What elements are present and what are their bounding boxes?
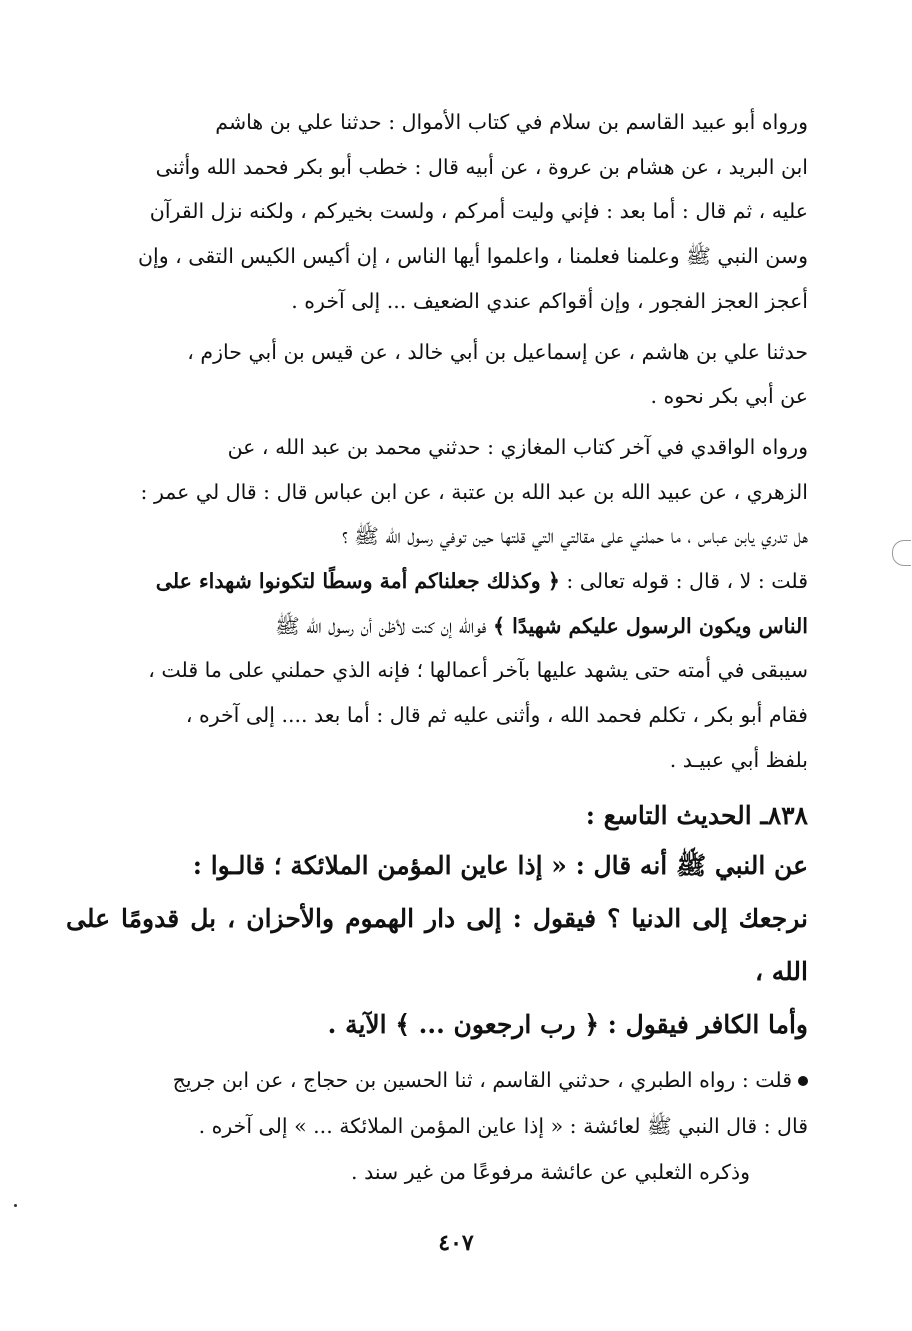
text-line: ورواه أبو عبيد القاسم بن سلام في كتاب الأموال : حدثنا علي بن هاشم — [215, 110, 808, 134]
text-line: بلفظ أبي عبيـد . — [669, 747, 808, 772]
text-line: ورواه الواقدي في آخر كتاب المغازي : حدثني محمد بن عبد الله ، عن — [227, 434, 808, 459]
text-segment: قلت : رواه الطبري ، حدثني القاسم ، ثنا الحسين بن حجاج ، عن ابن جريج — [172, 1067, 792, 1092]
scan-speck — [14, 1204, 17, 1207]
text-line: فقام أبو بكر ، تكلم فحمد الله ، وأثنى عليه ثم قال : أما بعد .... إلى آخره ، — [185, 703, 808, 728]
text-line: وذكره الثعلبي عن عائشة مرفوعًا من غير سند . — [351, 1159, 750, 1184]
paragraph-ali-bin-hashim — [66, 330, 808, 419]
text-line: حدثنا علي بن هاشم ، عن إسماعيل بن أبي خالد ، عن قيس بن أبي حازم ، — [187, 339, 808, 364]
text-line: عن النبي ﷺ أنه قال : « إذا عاين المؤمن الملائكة ؛ قالـوا : — [192, 850, 808, 880]
quran-verse: ﴿ وكذلك جعلناكم أمة وسطًا لتكونوا شهداء على — [155, 569, 560, 594]
text-line: قال : قال النبي ﷺ لعائشة : « إذا عاين المؤمن الملائكة ... » إلى آخره . — [198, 1113, 808, 1138]
text-line: نرجعك إلى الدنيا ؟ فيقول : إلى دار الهموم والأحزان ، بل قدومًا على الله ، — [66, 903, 808, 986]
text-line: الزهري ، عن عبيد الله بن عبد الله بن عتبة ، عن ابن عباس قال : قال لي عمر : — [140, 479, 808, 504]
text-line — [66, 1057, 808, 1103]
quran-verse: الناس ويكون الرسول عليكم شهيدًا ﴾ — [492, 613, 808, 638]
text-line — [66, 559, 808, 604]
hadith-text — [66, 839, 808, 1051]
bullet-icon — [798, 1076, 808, 1086]
text-line: وسن النبي ﷺ وعلمنا فعلمنا ، واعلموا أيها الناس ، إن أكيس الكيس التقى ، وإن — [138, 244, 808, 269]
text-segment: فوالله إن كنت لأظن أن رسول الله ﷺ — [275, 613, 493, 638]
page-number: ٤٠٧ — [438, 1230, 474, 1256]
text-line: عن أبي بكر نحوه . — [650, 384, 808, 409]
margin-mark-icon — [892, 540, 911, 566]
text-line — [66, 604, 808, 649]
text-line: وأما الكافر فيقول : ﴿ رب ارجعون ... ﴾ الآية . — [327, 1009, 808, 1039]
paragraph-waqidi — [66, 425, 808, 783]
text-line: ابن البريد ، عن هشام بن عروة ، عن أبيه قال : خطب أبو بكر فحمد الله وأثنى — [155, 154, 808, 179]
text-segment: قلت : لا ، قال : قوله تعالى : — [559, 569, 808, 594]
hadith-heading: ٨٣٨ـ الحديث التاسع : — [585, 800, 808, 830]
text-line: أعجز العجز الفجور ، وإن أقواكم عندي الضعيف ... إلى آخره . — [291, 288, 808, 313]
page-body — [66, 100, 808, 1195]
paragraph-abu-ubaid — [66, 100, 808, 324]
text-line: عليه ، ثم قال : أما بعد : فإني وليت أمركم ، ولست بخيركم ، ولكنه نزل القرآن — [149, 199, 808, 224]
text-line: هل تدري يابن عباس ، ما حملني على مقالتي التي قلتها حين توفي رسول الله ﷺ ؟ — [342, 524, 808, 549]
text-line: سيبقى في أمته حتى يشهد عليها بآخر أعمالها ؛ فإنه الذي حملني على ما قلت ، — [148, 658, 808, 683]
commentary-note — [66, 1057, 808, 1195]
